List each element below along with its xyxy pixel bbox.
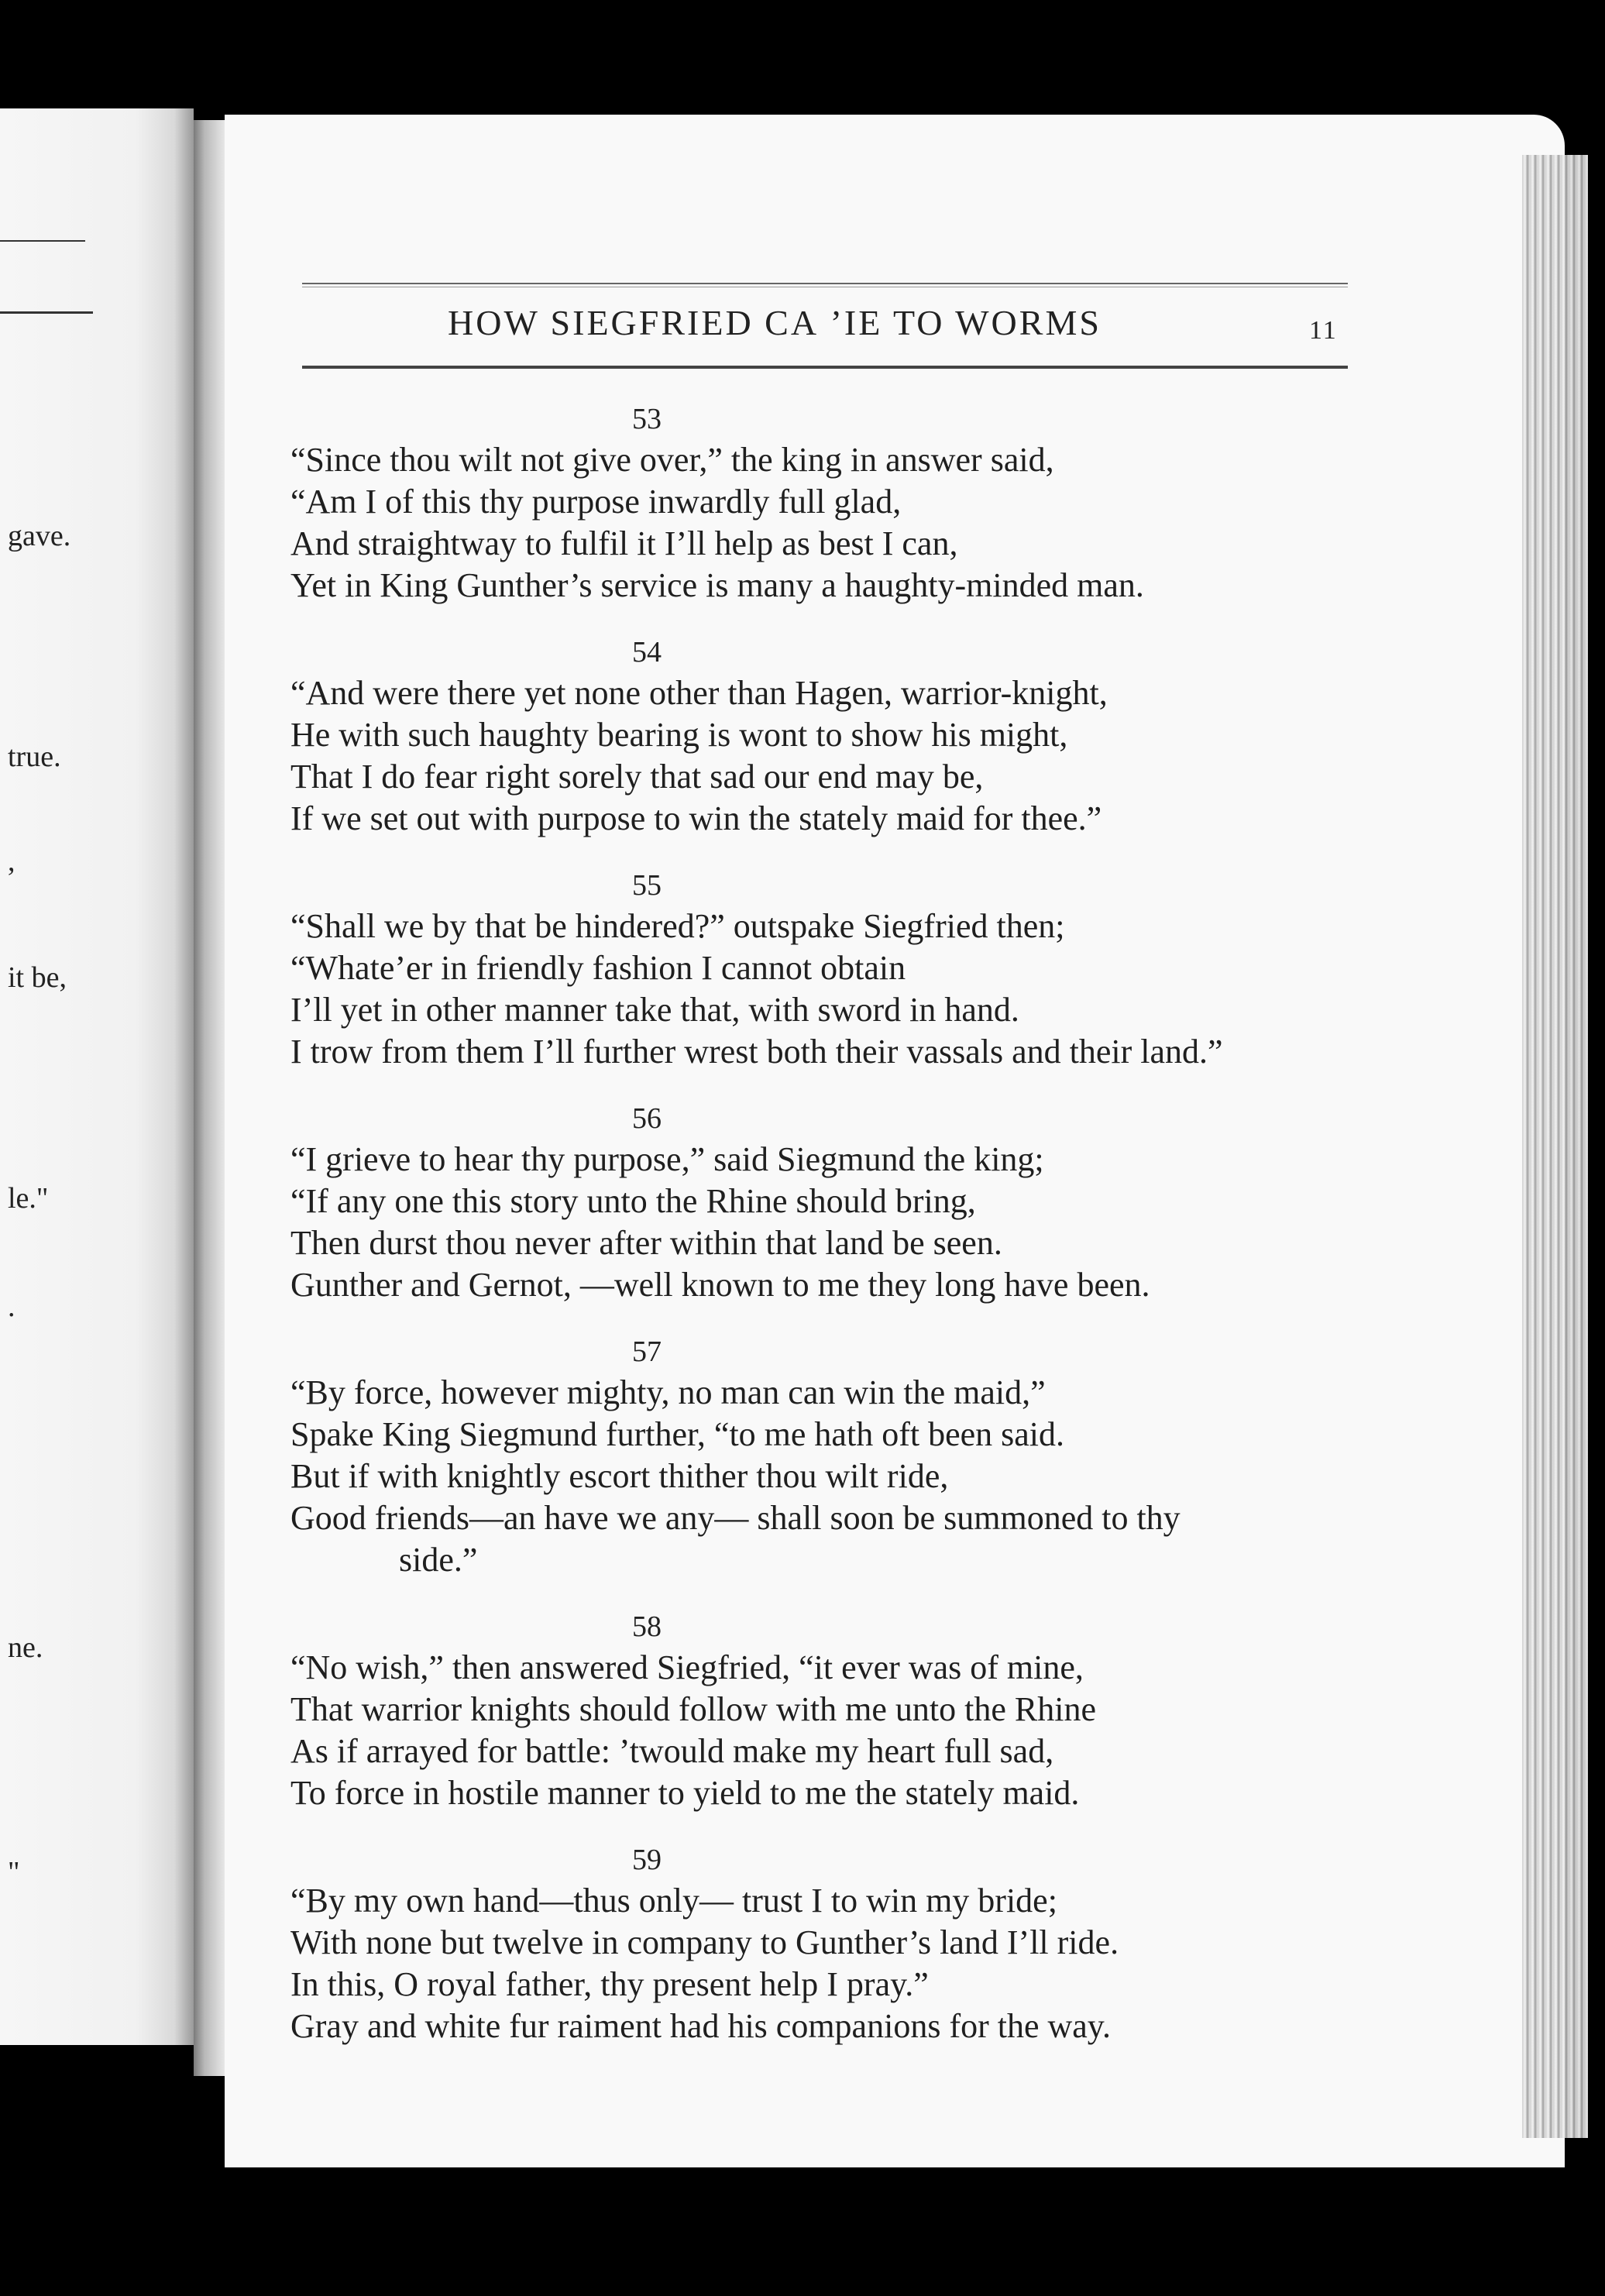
stanza-number: 55 <box>632 869 662 902</box>
verse-line: That I do fear right sorely that sad our end may be, <box>290 758 984 796</box>
header-rule <box>302 283 1348 287</box>
verse-line: Good friends—an have we any— shall soon be summoned to thy <box>290 1499 1181 1537</box>
verse-line: Yet in King Gunther’s service is many a haughty-minded man. <box>290 566 1144 604</box>
stanza-number: 53 <box>632 403 662 435</box>
stanza-number: 54 <box>632 636 662 669</box>
verse-line: “By force, however mighty, no man can win the maid,” <box>290 1373 1046 1411</box>
verse-line: “If any one this story unto the Rhine should bring, <box>290 1182 976 1220</box>
left-page-text: gave. <box>8 520 71 552</box>
book-gutter <box>194 120 225 2076</box>
verse-line: “Since thou wilt not give over,” the king in answer said, <box>290 441 1054 479</box>
verse-line: “Whate’er in friendly fashion I cannot obtain <box>290 949 906 987</box>
stanza <box>290 1840 1375 2047</box>
verse-line: With none but twelve in company to Gunther’s land I’ll ride. <box>290 1923 1119 1961</box>
verse-line: “Shall we by that be hindered?” outspake Siegfried then; <box>290 907 1065 945</box>
verse-line: “By my own hand—thus only— trust I to win my bride; <box>290 1882 1057 1920</box>
verse-line: In this, O royal father, thy present help I pray.” <box>290 1965 929 2003</box>
verse-line: “I grieve to hear thy purpose,” said Siegmund the king; <box>290 1140 1044 1178</box>
verse-line: I trow from them I’ll further wrest both their vassals and their land.” <box>290 1033 1223 1071</box>
stanza <box>290 1607 1375 1814</box>
stanza-number: 58 <box>632 1610 662 1643</box>
verse-line: But if with knightly escort thither thou wilt ride, <box>290 1457 949 1495</box>
left-page-text: , <box>8 845 15 878</box>
verse-line: He with such haughty bearing is wont to show his might, <box>290 716 1068 754</box>
left-page-rule <box>0 311 93 314</box>
verse-line: Then durst thou never after within that land be seen. <box>290 1224 1002 1262</box>
verse-line: side.” <box>399 1541 478 1579</box>
left-page-text: ne. <box>8 1631 43 1664</box>
left-page-text: " <box>8 1856 20 1889</box>
stanza <box>290 1098 1375 1306</box>
left-page-text: it be, <box>8 961 67 994</box>
stanza <box>290 399 1375 607</box>
running-head: HOW SIEGFRIED CA ’IE TO WORMS <box>448 303 1102 342</box>
stanza-number: 59 <box>632 1844 662 1876</box>
page-edges <box>1522 155 1588 2138</box>
verse-line: As if arrayed for battle: ’twould make my heart full sad, <box>290 1732 1054 1770</box>
stanza <box>290 632 1375 840</box>
page-number: 11 <box>1309 316 1338 345</box>
verse-line: “Am I of this thy purpose inwardly full glad, <box>290 483 902 521</box>
verse-line: Gray and white fur raiment had his companions for the way. <box>290 2007 1111 2045</box>
left-page-rule <box>0 240 85 242</box>
header-rule <box>302 366 1348 369</box>
poem-text <box>290 399 1375 2073</box>
left-page-text: le." <box>8 1182 49 1215</box>
stanza-number: 57 <box>632 1335 662 1368</box>
left-page-fragment <box>0 108 194 2045</box>
verse-line: “No wish,” then answered Siegfried, “it ever was of mine, <box>290 1648 1084 1686</box>
verse-line: “And were there yet none other than Hagen, warrior-knight, <box>290 674 1108 712</box>
verse-line: I’ll yet in other manner take that, with sword in hand. <box>290 991 1019 1029</box>
verse-line: Spake King Siegmund further, “to me hath oft been said. <box>290 1415 1065 1453</box>
verse-line: To force in hostile manner to yield to me the stately maid. <box>290 1774 1080 1812</box>
verse-line: Gunther and Gernot, —well known to me they long have been. <box>290 1266 1150 1304</box>
left-page-text: true. <box>8 741 61 773</box>
stanza <box>290 1332 1375 1581</box>
stanza-number: 56 <box>632 1102 662 1135</box>
verse-line: And straightway to fulfil it I’ll help as best I can, <box>290 524 958 562</box>
left-page-text: . <box>8 1291 15 1323</box>
verse-line: If we set out with purpose to win the stately maid for thee.” <box>290 799 1102 837</box>
verse-line: That warrior knights should follow with me unto the Rhine <box>290 1690 1096 1728</box>
stanza <box>290 865 1375 1073</box>
